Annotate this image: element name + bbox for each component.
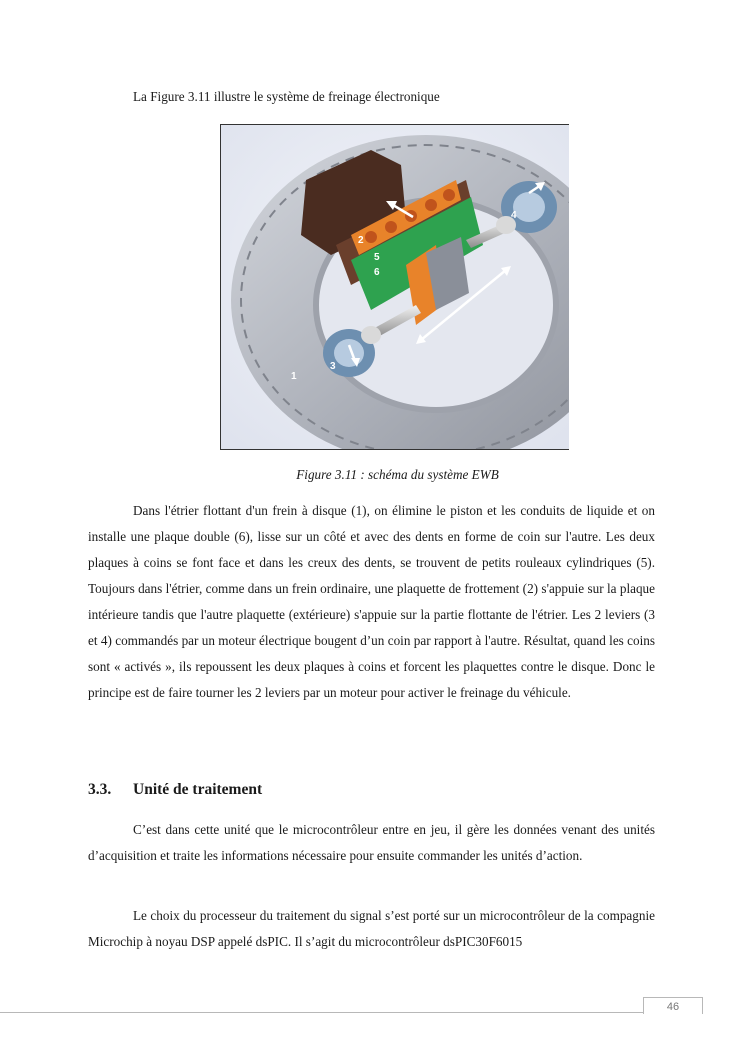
body-paragraph-2: C’est dans cette unité que le microcontrôleur entre en jeu, il gère les données venant des unités d’acquisition et traite les informations nécessaire pour ensuite commander les unités d’action. bbox=[88, 822, 655, 863]
section-heading bbox=[88, 781, 262, 799]
ewb-figure bbox=[220, 124, 569, 450]
label-1: 1 bbox=[291, 371, 297, 382]
figure-caption: Figure 3.11 : schéma du système EWB bbox=[296, 467, 499, 482]
body-paragraph-1: Dans l'étrier flottant d'un frein à disque (1), on élimine le piston et les conduits de liquide et on installe une plaque double (6), lisse sur un côté et avec des dents en forme de coin sur l'autre. Les deux plaques à coins se font face et dans les creux des dents, se trouvent de petits rouleaux cylindriques (5). Toujours dans l'étrier, comme dans un frein ordinaire, une plaquette de frottement (2) s'appuie sur la plaque intérieure tandis que l'autre plaquette (extérieure) s'appuie sur la partie flottante de l'étrier. Les 2 leviers (3 et 4) commandés par un moteur électrique bougent d’un coin par rapport à l'autre. Résultat, quand les coins sont « activés », ils repoussent les deux plaques à coins et forcent les plaquettes contre le disque. Donc le principe est de faire tourner les 2 leviers par un moteur pour activer le freinage du véhicule. bbox=[88, 503, 655, 700]
section-number: 3.3. bbox=[88, 781, 112, 798]
body-paragraph-3: Le choix du processeur du traitement du signal s’est porté sur un microcontrôleur de la compagnie Microchip à noyau DSP appelé dsPIC. Il s’agit du microcontrôleur dsPIC30F6015 bbox=[88, 908, 655, 949]
page-number: 46 bbox=[643, 997, 703, 1014]
footer-rule bbox=[0, 1012, 700, 1013]
label-3: 3 bbox=[330, 361, 336, 372]
label-4: 4 bbox=[511, 210, 517, 221]
label-6: 6 bbox=[374, 267, 380, 278]
label-2: 2 bbox=[358, 235, 364, 246]
label-5: 5 bbox=[374, 252, 380, 263]
ewb-diagram bbox=[221, 125, 569, 449]
intro-sentence: La Figure 3.11 illustre le système de freinage électronique bbox=[133, 89, 440, 104]
section-title: Unité de traitement bbox=[133, 781, 263, 798]
